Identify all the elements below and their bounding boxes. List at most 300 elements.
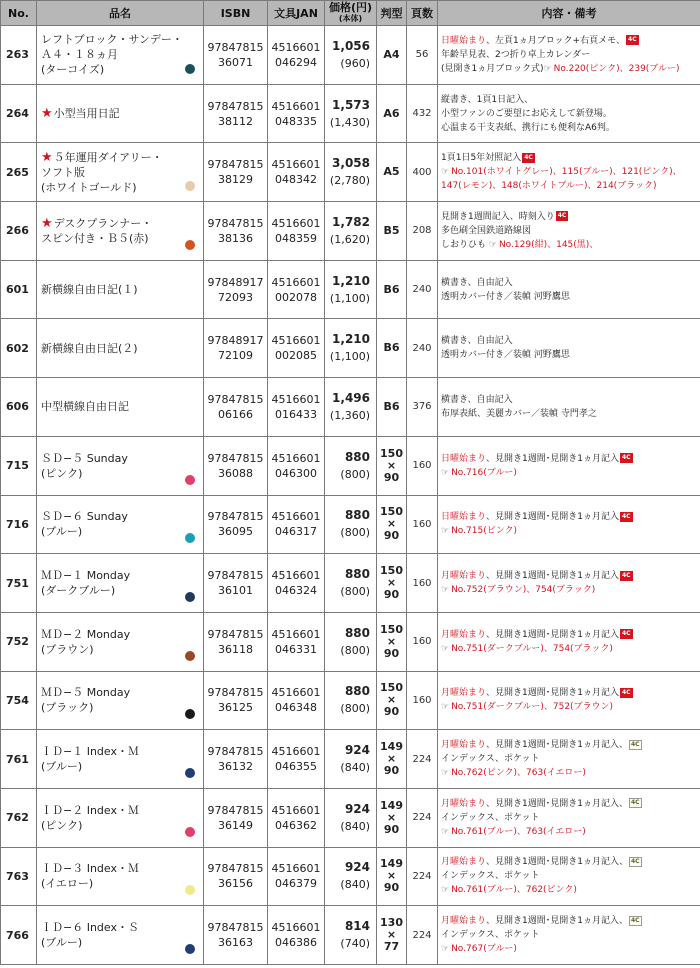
- size-part: 90: [383, 646, 400, 660]
- pointing-hand-icon: ☞: [441, 467, 450, 478]
- product-name-line: (ピンク): [41, 818, 83, 832]
- isbn-cell: [204, 84, 268, 143]
- isbn-part: 97848917: [207, 334, 264, 348]
- jan-cell: [268, 612, 325, 671]
- product-name-line: ★小型当用日記: [41, 106, 120, 122]
- jan-part: 4516601: [271, 569, 321, 583]
- product-name-line: ★デスクプランナー・: [41, 215, 153, 231]
- description-line: [441, 738, 700, 752]
- price-value: 1,056: [332, 38, 370, 53]
- isbn-part: 36132: [218, 760, 253, 774]
- row-number: 716: [1, 495, 37, 554]
- description-line: [441, 334, 700, 348]
- isbn-cell: [204, 319, 268, 378]
- description-cell: [438, 260, 700, 319]
- highlight-text: No.715(ピンク): [451, 526, 518, 537]
- pointing-hand-icon: ☞: [441, 643, 450, 654]
- product-name-line: (ブルー): [41, 525, 83, 539]
- size-part: ×: [386, 634, 397, 648]
- jan-part: 4516601: [271, 392, 321, 406]
- price-value: 924: [344, 860, 370, 875]
- row-number: 265: [1, 143, 37, 202]
- jan-part: 4516601: [271, 158, 321, 172]
- header-price-sub: (本体): [338, 14, 363, 23]
- isbn-part: 36118: [218, 642, 253, 656]
- size-part: ×: [386, 810, 397, 824]
- description-line: [441, 151, 700, 165]
- size-part: 150: [380, 505, 403, 519]
- price-cell: [325, 260, 377, 319]
- description-line: [441, 452, 700, 466]
- description-line: [441, 48, 700, 62]
- four-color-badge: 4C: [621, 512, 631, 520]
- header-isbn: ISBN: [204, 1, 268, 26]
- jan-part: 4516601: [271, 99, 321, 113]
- isbn-cell: [204, 143, 268, 202]
- isbn-part: 97847815: [207, 99, 264, 113]
- row-number: 766: [1, 906, 37, 965]
- price-value: 1,573: [332, 97, 370, 112]
- pointing-hand-icon: ☞: [441, 944, 450, 955]
- jan-cell: [268, 319, 325, 378]
- plain-text: 、見開き1週間･見開き1ヵ月記入: [486, 629, 619, 640]
- product-name: [37, 788, 204, 847]
- description-line: [441, 165, 700, 179]
- isbn-cell: [204, 202, 268, 261]
- base-price-value: (960): [340, 56, 370, 70]
- product-name: [37, 143, 204, 202]
- price-cell: [325, 26, 377, 85]
- product-name-line: ソフト版: [41, 165, 85, 179]
- color-dot-icon: [185, 533, 195, 543]
- jan-cell: [268, 671, 325, 730]
- price-cell: [325, 202, 377, 261]
- highlight-text: 月曜始まり: [441, 688, 487, 699]
- size-part: 149: [380, 798, 403, 812]
- pages-cell: 160: [407, 554, 438, 613]
- description-line: [441, 825, 700, 839]
- pages-cell: 432: [407, 84, 438, 143]
- four-color-badge: 4C: [630, 857, 640, 865]
- four-color-badge: 4C: [621, 454, 631, 462]
- product-name: [37, 84, 204, 143]
- size-part: 90: [383, 705, 400, 719]
- product-name-line: ＭＤ−２ Monday: [41, 627, 131, 641]
- size-part: A5: [383, 165, 400, 179]
- size-cell: [377, 906, 407, 965]
- pointing-hand-icon: ☞: [441, 167, 450, 178]
- highlight-text: 月曜始まり: [441, 857, 487, 868]
- table-row: [1, 671, 700, 730]
- price-value: 3,058: [332, 156, 370, 171]
- description-line: [441, 290, 700, 304]
- price-cell: [325, 847, 377, 906]
- table-row: [1, 319, 700, 378]
- isbn-part: 97847815: [207, 745, 264, 759]
- highlight-text: No.761(ブルー)、763(イエロー): [451, 826, 586, 837]
- product-name-line: ＩＤ−３ Index・Ｍ: [41, 862, 139, 876]
- description-cell: [438, 847, 700, 906]
- highlight-text: 月曜始まり: [441, 740, 487, 751]
- description-cell: [438, 495, 700, 554]
- jan-cell: [268, 202, 325, 261]
- size-part: B6: [383, 282, 400, 296]
- price-value: 1,210: [332, 332, 370, 347]
- row-number: 751: [1, 554, 37, 613]
- plain-text: しおりひも: [441, 239, 489, 250]
- price-cell: [325, 671, 377, 730]
- product-name-line: スピン付き・Ｂ５(赤): [41, 231, 149, 245]
- description-line: [441, 393, 700, 407]
- product-name-line: (ピンク): [41, 466, 83, 480]
- description-line: [441, 883, 700, 897]
- pages-cell: 400: [407, 143, 438, 202]
- jan-cell: [268, 84, 325, 143]
- description-line: [441, 628, 700, 642]
- jan-cell: [268, 143, 325, 202]
- new-star-icon: ★: [41, 106, 53, 122]
- size-part: ×: [386, 517, 397, 531]
- base-price-value: (840): [340, 819, 370, 833]
- pointing-hand-icon: ☞: [441, 826, 450, 837]
- description-line: [441, 510, 700, 524]
- jan-part: 046324: [275, 584, 317, 598]
- product-name: [37, 847, 204, 906]
- isbn-part: 97847815: [207, 510, 264, 524]
- row-number: 715: [1, 436, 37, 495]
- header-jan: 文具JAN: [268, 1, 325, 26]
- highlight-text: No.761(ブルー)、762(ピンク): [451, 885, 577, 896]
- plain-text: 心温まる干支表紙、携行にも便利なA6判。: [441, 122, 615, 133]
- description-line: [441, 928, 700, 942]
- size-part: 150: [380, 564, 403, 578]
- base-price-value: (1,100): [329, 291, 370, 305]
- base-price-value: (800): [340, 585, 370, 599]
- plain-text: 透明カバー付き／装幀 河野鷹思: [441, 350, 570, 361]
- product-name: [37, 906, 204, 965]
- size-part: ×: [386, 752, 397, 766]
- plain-text: 布厚表紙、美麗カバー／装幀 寺門孝之: [441, 408, 597, 419]
- row-number: 762: [1, 788, 37, 847]
- price-cell: [325, 788, 377, 847]
- highlight-text: 月曜始まり: [441, 629, 487, 640]
- row-number: 761: [1, 730, 37, 789]
- table-row: [1, 436, 700, 495]
- color-dot-icon: [185, 240, 195, 250]
- plain-text: 見開き1週間記入、時刻入り: [441, 211, 555, 222]
- color-dot-icon: [185, 592, 195, 602]
- table-header-row: [1, 1, 700, 26]
- jan-cell: [268, 260, 325, 319]
- table-row: [1, 26, 700, 85]
- four-color-badge: 4C: [630, 916, 640, 924]
- price-cell: [325, 84, 377, 143]
- isbn-part: 38129: [218, 173, 253, 187]
- product-name-line: (ブラック): [41, 701, 94, 715]
- jan-cell: [268, 378, 325, 437]
- table-row: [1, 84, 700, 143]
- size-part: ×: [386, 693, 397, 707]
- table-row: [1, 788, 700, 847]
- price-cell: [325, 436, 377, 495]
- jan-cell: [268, 495, 325, 554]
- price-value: 814: [344, 919, 370, 934]
- base-price-value: (840): [340, 878, 370, 892]
- description-line: [441, 700, 700, 714]
- isbn-part: 97847815: [207, 158, 264, 172]
- description-cell: [438, 84, 700, 143]
- base-price-value: (1,620): [329, 232, 370, 246]
- isbn-part: 36156: [218, 877, 253, 891]
- product-name-line: (イエロー): [41, 877, 94, 891]
- highlight-text: No.751(ダークブルー)、752(ブラウン): [451, 702, 614, 713]
- isbn-cell: [204, 788, 268, 847]
- price-cell: [325, 495, 377, 554]
- price-cell: [325, 319, 377, 378]
- product-name-line: 新横線自由日記(２): [41, 341, 138, 355]
- highlight-text: No.716(ブルー): [451, 467, 517, 478]
- isbn-cell: [204, 26, 268, 85]
- jan-cell: [268, 906, 325, 965]
- new-star-icon: ★: [41, 215, 53, 231]
- base-price-value: (2,780): [329, 174, 370, 188]
- base-price-value: (1,100): [329, 350, 370, 364]
- size-part: 90: [383, 529, 400, 543]
- base-price-value: (1,360): [329, 408, 370, 422]
- description-cell: [438, 671, 700, 730]
- isbn-cell: [204, 378, 268, 437]
- highlight-text: 月曜始まり: [441, 571, 487, 582]
- jan-cell: [268, 554, 325, 613]
- product-name: [37, 260, 204, 319]
- isbn-part: 72109: [218, 349, 253, 363]
- size-part: 149: [380, 740, 403, 754]
- isbn-part: 97848917: [207, 275, 264, 289]
- size-cell: [377, 554, 407, 613]
- isbn-part: 97847815: [207, 216, 264, 230]
- four-color-badge: 4C: [621, 571, 631, 579]
- pages-cell: 224: [407, 730, 438, 789]
- description-cell: [438, 143, 700, 202]
- size-part: 77: [383, 940, 400, 954]
- product-name-line: ＩＤ−１ Index・Ｍ: [41, 745, 139, 759]
- size-part: 150: [380, 446, 403, 460]
- jan-part: 046386: [275, 936, 317, 950]
- product-name-line: レフトブロック・サンデー・: [41, 33, 183, 47]
- jan-part: 046317: [275, 525, 317, 539]
- table-row: [1, 554, 700, 613]
- plain-text: 、見開き1週間･見開き1ヵ月記入、: [486, 857, 628, 868]
- plain-text: 、見開き1週間･見開き1ヵ月記入、: [486, 740, 628, 751]
- isbn-part: 97847815: [207, 569, 264, 583]
- product-name-line: ★５年運用ダイアリー・: [41, 149, 163, 165]
- header-price-main: 価格(円): [328, 1, 373, 14]
- row-number: 763: [1, 847, 37, 906]
- highlight-text: No.129(紺)、145(黒)、: [498, 239, 599, 250]
- size-cell: [377, 319, 407, 378]
- four-color-badge: 4C: [524, 153, 533, 161]
- highlight-text: No.101(ホワイトグレー)、115(ブルー)、121(ピンク)、: [451, 167, 682, 178]
- table-row: [1, 495, 700, 554]
- color-dot-icon: [185, 768, 195, 778]
- new-star-icon: ★: [41, 149, 53, 165]
- plain-text: 横書き、自由記入: [441, 336, 513, 347]
- jan-part: 4516601: [271, 216, 321, 230]
- isbn-part: 97847815: [207, 627, 264, 641]
- header-size: 判型: [377, 1, 407, 26]
- plain-text: 年齢早見表、2つ折り卓上カレンダー: [441, 49, 591, 60]
- pages-cell: 224: [407, 847, 438, 906]
- jan-part: 4516601: [271, 451, 321, 465]
- pages-cell: 376: [407, 378, 438, 437]
- pointing-hand-icon: ☞: [441, 585, 450, 596]
- row-number: 754: [1, 671, 37, 730]
- size-part: B6: [383, 341, 400, 355]
- header-no: No.: [1, 1, 37, 26]
- description-cell: [438, 378, 700, 437]
- isbn-part: 97847815: [207, 451, 264, 465]
- description-line: [441, 811, 700, 825]
- size-part: 90: [383, 764, 400, 778]
- isbn-part: 38112: [218, 114, 253, 128]
- description-line: [441, 942, 700, 956]
- product-name-line: Ａ４・１８ヵ月: [41, 48, 118, 62]
- isbn-part: 97847815: [207, 862, 264, 876]
- size-cell: [377, 730, 407, 789]
- color-dot-icon: [185, 827, 195, 837]
- description-line: [441, 524, 700, 538]
- highlight-text: No.220(ピンク)、239(ブルー): [553, 63, 680, 74]
- size-cell: [377, 495, 407, 554]
- product-name: [37, 26, 204, 85]
- jan-part: 048359: [275, 231, 317, 245]
- isbn-part: 36095: [218, 525, 253, 539]
- description-line: [441, 107, 700, 121]
- plain-text: 小型ファンのご要望にお応えして新登場。: [441, 108, 612, 119]
- description-cell: [438, 906, 700, 965]
- jan-cell: [268, 847, 325, 906]
- isbn-part: 36101: [218, 584, 253, 598]
- jan-part: 4516601: [271, 921, 321, 935]
- size-part: 90: [383, 881, 400, 895]
- price-value: 880: [344, 684, 370, 699]
- size-part: B5: [383, 223, 400, 237]
- size-cell: [377, 671, 407, 730]
- plain-text: 、見開き1週間･見開き1ヵ月記入: [486, 512, 619, 523]
- jan-cell: [268, 788, 325, 847]
- plain-text: 、見開き1週間･見開き1ヵ月記入: [486, 571, 619, 582]
- size-cell: [377, 436, 407, 495]
- description-line: [441, 121, 700, 135]
- product-name-line: ＳＤ−６ Sunday: [41, 510, 128, 524]
- isbn-part: 72093: [218, 290, 253, 304]
- isbn-cell: [204, 612, 268, 671]
- jan-part: 4516601: [271, 40, 321, 54]
- color-dot-icon: [185, 885, 195, 895]
- size-cell: [377, 84, 407, 143]
- description-cell: [438, 319, 700, 378]
- size-part: 150: [380, 681, 403, 695]
- isbn-part: 36149: [218, 818, 253, 832]
- description-line: [441, 686, 700, 700]
- jan-cell: [268, 436, 325, 495]
- row-number: 266: [1, 202, 37, 261]
- isbn-part: 97847815: [207, 686, 264, 700]
- isbn-cell: [204, 906, 268, 965]
- jan-part: 4516601: [271, 627, 321, 641]
- size-cell: [377, 260, 407, 319]
- size-cell: [377, 847, 407, 906]
- description-line: [441, 34, 700, 48]
- isbn-part: 36071: [218, 55, 253, 69]
- base-price-value: (840): [340, 761, 370, 775]
- base-price-value: (740): [340, 937, 370, 951]
- size-part: 90: [383, 822, 400, 836]
- price-value: 880: [344, 449, 370, 464]
- plain-text: 1頁1日5年対照記入: [441, 153, 522, 164]
- price-cell: [325, 554, 377, 613]
- four-color-badge: 4C: [630, 740, 640, 748]
- size-part: 90: [383, 470, 400, 484]
- table-row: [1, 612, 700, 671]
- pointing-hand-icon: ☞: [488, 239, 497, 250]
- plain-text: (見開き1ヵ月ブロック式): [441, 63, 544, 74]
- isbn-part: 97847815: [207, 921, 264, 935]
- size-part: ×: [386, 458, 397, 472]
- price-cell: [325, 906, 377, 965]
- isbn-part: 97847815: [207, 392, 264, 406]
- size-part: 150: [380, 622, 403, 636]
- description-line: [441, 276, 700, 290]
- jan-part: 046362: [275, 818, 317, 832]
- description-cell: [438, 436, 700, 495]
- isbn-part: 38136: [218, 231, 253, 245]
- color-dot-icon: [185, 181, 195, 191]
- isbn-cell: [204, 730, 268, 789]
- plain-text: 縦書き、1頁1日記入、: [441, 94, 534, 105]
- jan-part: 4516601: [271, 510, 321, 524]
- base-price-value: (1,430): [329, 115, 370, 129]
- table-row: [1, 260, 700, 319]
- description-line: [441, 642, 700, 656]
- size-cell: [377, 378, 407, 437]
- description-line: [441, 855, 700, 869]
- description-cell: [438, 788, 700, 847]
- size-part: 149: [380, 857, 403, 871]
- plain-text: 、左頁1ヵ月ブロック+右頁メモ、: [486, 35, 626, 46]
- price-value: 1,210: [332, 273, 370, 288]
- description-line: [441, 62, 700, 76]
- product-name: [37, 319, 204, 378]
- jan-cell: [268, 730, 325, 789]
- jan-part: 048342: [275, 173, 317, 187]
- description-line: [441, 93, 700, 107]
- jan-part: 046331: [275, 642, 317, 656]
- size-part: A6: [383, 106, 400, 120]
- size-part: 130: [380, 916, 403, 930]
- jan-cell: [268, 26, 325, 85]
- price-value: 1,782: [332, 214, 370, 229]
- plain-text: 多色刷全国鉄道路線図: [441, 225, 532, 236]
- size-cell: [377, 612, 407, 671]
- table-row: [1, 730, 700, 789]
- product-name: [37, 612, 204, 671]
- product-name: [37, 671, 204, 730]
- table-row: [1, 143, 700, 202]
- description-line: [441, 569, 700, 583]
- pages-cell: 224: [407, 788, 438, 847]
- price-value: 1,496: [332, 390, 370, 405]
